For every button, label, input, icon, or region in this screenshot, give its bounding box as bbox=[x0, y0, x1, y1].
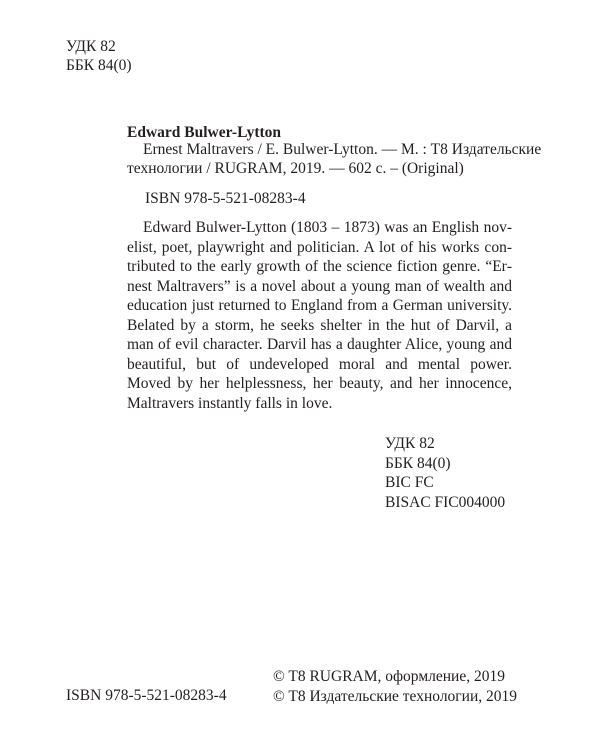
bbk-code: ББК 84(0) bbox=[66, 57, 132, 74]
bbk-code-right: ББК 84(0) bbox=[385, 454, 451, 472]
copyright-line-1: © T8 RUGRAM, оформление, 2019 bbox=[273, 668, 505, 685]
header-classification-codes bbox=[66, 37, 132, 75]
author-name: Edward Bulwer-Lytton bbox=[127, 124, 282, 141]
copyright-block bbox=[273, 667, 517, 707]
udk-code-right: УДК 82 bbox=[385, 435, 435, 452]
annotation-paragraph: Edward Bulwer-Lytton (1803 – 1873) was an English novelist, poet, playwright and politician. A lot of his works contributed to the early growth of the science fiction genre. “Ernest Maltravers” is a novel about a young man of wealth and education just returned to England from a German university. Belated by a storm, he seeks shelter in the hut of Darvil, a man of evil character. Darvil has a daughter Alice, young and beautiful, but of undeveloped moral and mental power. Moved by her helplessness, her beauty, and her innocence, Maltravers instantly falls in love. bbox=[127, 219, 512, 412]
classification-block bbox=[385, 434, 505, 512]
bibliographic-description bbox=[127, 140, 542, 178]
bibliographic-line-2: технологии / RUGRAM, 2019. — 602 с. – (Original) bbox=[127, 160, 464, 177]
isbn-bottom: ISBN 978-5-521-08283-4 bbox=[66, 687, 227, 704]
udk-code: УДК 82 bbox=[66, 38, 116, 55]
copyright-line-2: © T8 Издательские технологии, 2019 bbox=[273, 688, 518, 705]
isbn-main: ISBN 978-5-521-08283-4 bbox=[145, 190, 306, 207]
bic-code: BIC FC bbox=[385, 474, 434, 491]
bisac-code: BISAC FIC004000 bbox=[385, 493, 506, 511]
bibliographic-line-1: Ernest Maltravers / E. Bulwer-Lytton. — М. : T8 Издательские bbox=[143, 141, 542, 158]
